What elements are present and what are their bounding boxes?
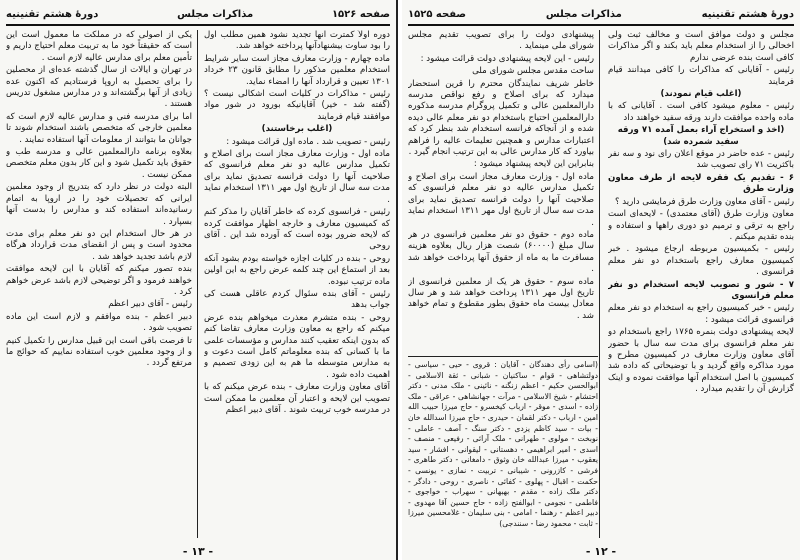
session-label: دورهٔ هشتم تقنینیه bbox=[701, 8, 794, 20]
paragraph: بنابراین این لایحه پیشنهاد میشود : bbox=[473, 159, 594, 170]
right-column-part-a bbox=[608, 30, 794, 172]
paragraph: روحی - بنده متشرم معذرت میخواهم بنده عرض میکنم که راجع به معاون وزارت معارف تقاضا کنم که بدون اینکه تعقیب کنند مدارس و مؤسسات علمی ما با کسانی که بنده معلوماتم کامل است دعوت و به مدارس متوسطه ما هم به این زودی تصمیم و اهمیت داده شود . bbox=[204, 312, 390, 380]
right-page-body bbox=[408, 30, 794, 538]
voters-names-text: (اسامی رأی دهندگان - آقایان : قروی - حیی - سیاسی - دولتشاهی - قوام - ساکنیان - شبانی - ثقة الاسلامی - ابوالحسن حکیم - اعظم زنگنه - نائینی - ملک مدنی - دکتر احتشام - شیخ الاسلامی - مرآت - جهانشاهی - عراقی - ملک زاده - اسدی - موقر - ارباب کیخسرو - حاج میرزا حبیب الله امین - ارباب - دکتر لقمان - حیدری - حاج میرزا اسدالله خان - بیات - سید کاظم یزدی - دکتر سنگ - آصف - عاملی - نوبخت - مولوی - طهرانی - ملک آرائی - رفیعی - منصف - اسدی - امیر ابراهیمی - دهستانی - لیقوانی - افشار - سید یعقوب - میرزا عبدالله خان وثوق - دامغانی - دکتر طاهری - فرشی - کازرونی - شیبانی - تربیت - نمازی - یونسی - حکمت - اقبال - پهلوی - کفائی - ناصری - روحی - دادگر - دکتر ملک زاده - مقدم - بهبهانی - سهراب - خواجوی - فاطمی - نجومی - ابوالفتح زاده - حاج حسین آقا مهدوی - دبیر اعظم - رهنما - امامی - بنی سلیمان - غلامحسین میرزا - ثابت - محمود رضا - سنندجی) bbox=[408, 360, 598, 528]
paragraph: رئیس - خبر کمیسیون راجع به استخدام دو نفر معلم فرانسوی قرائت میشود : bbox=[608, 303, 794, 325]
paragraph: رئیس - فرانسوی کرده که خاطر آقایان را مذکر کنم که کمیسیون معارف و خارجه اظهار موافقت کرده که لایحه ضرور بوده است که آورده شد این . آقای روحی bbox=[204, 207, 390, 252]
left-page bbox=[0, 0, 398, 560]
session-label: دورهٔ هشتم تقنینیه bbox=[6, 8, 99, 20]
paragraph: رئیس - آقایانی که مذاکرات را کافی میدانند قیام فرمایند bbox=[608, 65, 794, 87]
page-number-label: صفحه ۱۵۲۵ bbox=[408, 8, 467, 20]
paragraph: آقای معاون وزارت معارف - بنده عرض میکنم که با تصویب این لایحه و اعتبار آن معلمین ما ممکن است در مدرسه خوب تربیت شوند . آقای دبیر اعظم bbox=[204, 382, 390, 415]
paragraph: پیشنهادی دولت را برای تصویب تقدیم مجلس شورای ملی مینماید . bbox=[408, 30, 594, 52]
left-page-body bbox=[6, 30, 390, 538]
paragraph: رئیس - عده حاضر در موقع اعلان رای نود و سه نفر باکثریت ۷۱ رای تصویب شد bbox=[608, 149, 794, 171]
paragraph: یکی از اصولی که در مملکت ما معمول است این است که حقیقتاً خود ما به تربیت معلم احتیاج داریم و تأمین معلم برای مدارس عالیه لازم است . bbox=[6, 30, 192, 63]
paragraph: رئیس - آقای بنده سئوال کردم عاقلی هست کی جواب بدهد bbox=[204, 288, 390, 311]
paragraph: (اغلب برخاستند) bbox=[261, 124, 333, 135]
right-page-header bbox=[408, 4, 794, 26]
paragraph: معاون وزارت طرق (آقای معتمدی) - لایحه‌ای است راجع به ترقی و ترمیم دو دوری راهها و استفاده و بنده تقدیم میکنم . bbox=[608, 209, 794, 242]
right-page bbox=[402, 0, 800, 560]
paragraph: تا فرصت باقی است این قبیل مدارس را تکمیل کنیم و از وجود معلمین خوب استفاده نماییم که حوائج ما مرتفع گردد . bbox=[6, 335, 192, 369]
paragraph: در هر حال استخدام این دو نفر معلم برای مدت محدود است و پس از انقضای مدت قرارداد هرگاه لازم باشد تجدید خواهد شد . bbox=[6, 228, 192, 262]
paragraph: (اخذ و استخراج آراء بعمل آمده ۷۱ ورقه سفید شمرده شد) bbox=[617, 125, 785, 147]
paragraph: دبیر اعظم - بنده موافقم و لازم است این ماده تصویب شود . bbox=[6, 311, 192, 334]
paragraph: (اغلب قیام نمودند) bbox=[660, 89, 742, 100]
paragraph: لایحه پیشنهادی دولت بنمره ۱۷۶۵ راجع باستخدام دو نفر معلم فرانسوی برای مدت سه سال با حضور آقای معاون وزارت معارف در کمیسیون مطرح و مورد مذاکره واقع گردید و با توضیحاتی که داده شد کمیسیون با اصل استخدام آنها موافقت نموده و اینک گزارش آن را تقدیم میدارد . bbox=[608, 327, 794, 395]
left-page-left-column bbox=[6, 30, 192, 538]
paragraph: رئیس - تصویب شد . ماده اول قرائت میشود : bbox=[226, 136, 390, 147]
paragraph: دوره اولاً کمترت آنها تجدید نشود همین مطلب اول را بود ساوت بیشنهادآنها پرداخته خواهد شد. bbox=[204, 30, 390, 52]
paragraph: رئیس - مذاکرات در کلیات است اشکالی نیست ؟ (گفته شد - خیر) آقایانیکه بورود در شور مواد موافقند قیام فرمایند bbox=[204, 89, 390, 122]
section-heading-6: ۶ - تقدیم یک فقره لایحه از طرف معاون وزارت طرق bbox=[608, 172, 794, 195]
paragraph: البته دولت در نظر دارد که بتدریج از وجود معلمین ایرانی که تحصیلات خود را در اروپا به اتمام رسانیده‌اند استفاده کند و مدارس را بدست آنها بسپارد . bbox=[6, 182, 192, 227]
right-page-right-column bbox=[608, 30, 794, 538]
paragraph: ماده چهارم - وزارت معارف مجاز است سایر شرایط استخدام معلمین مذکور را مطابق قانون ۲۳ خرداد ۱۳۰۱ تعیین و قرارداد آنها را امضاء نماید. bbox=[204, 53, 390, 87]
right-column-part-c bbox=[608, 303, 794, 395]
left-page-right-column bbox=[204, 30, 390, 538]
paragraph: خاطر شریف نمایندگان محترم را قرین استحضار میدارد که برای اصلاح و رفع نواقص مدرسه دارالمعلمین عالی و تکمیل پروگرام مدرسه مذکوره دارالمعلمین احتیاج باستخدام دو نفر معلم عالی دیده شده و از آنجاکه فرانسه استخدام شد بنظر کرد که اعتبارات مدارس و همچنین تعلیمات عالیه را فراهم بیاورد که کار مدارس عالی به این ترتیب انجام گیرد . bbox=[408, 78, 594, 158]
paragraph: ماده دوم - حقوق دو نفر معلمین فرانسوی در هر سال مبلغ (۶۰۰۰۰) شصت هزار ریال بعلاوه هزینه مسافرت ما به ماه از حقوق آنها پرداخت خواهد شد . bbox=[408, 229, 594, 275]
paragraph: ساحت مقدس مجلس شورای ملی bbox=[472, 66, 594, 77]
paragraph: رئیس - آقای معاون وزارت طرق فرمایشی دارید ؟ bbox=[614, 196, 794, 207]
page-number-label: صفحه ۱۵۲۶ bbox=[331, 8, 390, 20]
right-page-footer-number: - ۱۲ - bbox=[585, 545, 617, 558]
right-column-part-b bbox=[608, 197, 794, 279]
paragraph: رئیس - معلوم میشود کافی است . آقایانی که با ماده واحده موافقت دارند ورقه سفید خواهند داد bbox=[608, 101, 794, 123]
column-divider bbox=[599, 30, 600, 538]
left-page-footer-number: - ۱۳ - bbox=[182, 545, 214, 558]
paragraph: ماده اول - وزارت معارف مجاز است برای اصلاح و تکمیل مدارس عالیه دو نفر معلم فرانسوی که صلاحیت آنها را دولت فرانسه تصدیق نماید برای مدت سه سال از تاریخ اول مهر ۱۳۱۱ استخدام نماید . bbox=[204, 149, 390, 205]
paragraph: اما برای مدرسه فنی و مدارس عالیه لازم است که معلمین خارجی که متخصص باشند استخدام شوند تا جوانان ما بتوانند از معلومات آنها استفاده نمایند . bbox=[6, 111, 192, 145]
paragraph: رئیس - آقای دبیر اعظم bbox=[108, 299, 192, 310]
paragraph: بنده تصور میکنم که آقایان با این لایحه موافقت خواهند فرمود و اگر توضیحی لازم باشد عرض خواهم کرد . bbox=[6, 264, 192, 297]
paragraph: رئیس - بکمیسیون مربوطه ارجاع میشود . خبر کمیسیون معارف راجع باستخدام دو نفر معلم فرانسوی . bbox=[608, 244, 794, 278]
column-divider bbox=[197, 30, 198, 538]
paragraph: بعلاوه برنامه دارالمعلمین عالی و مدرسه طب و حقوق باید تکمیل شود و این کار بدون معلم متخصص ممکن نیست . bbox=[6, 147, 192, 180]
paragraph: ماده اول - وزارت معارف مجاز است برای اصلاح و تکمیل مدارس عالیه دو نفر معلم فرانسوی که صلاحیت آنها را دولت فرانسه تصدیق نماید برای مدت سه سال از تاریخ اول مهر ۱۳۱۱ استخدام نماید . bbox=[408, 171, 594, 228]
section-heading-7: ۷ - شور و تصویب لایحه استخدام دو نفر معلم فرانسوی bbox=[608, 279, 794, 301]
paragraph: رئیس - این لایحه پیشنهادی دولت قرائت میشود : bbox=[420, 53, 594, 64]
right-page-left-column bbox=[408, 30, 594, 356]
paragraph: ماده سوم - حقوق هر یک از معلمین فرانسوی از تاریخ اول مهر ۱۳۱۱ پرداخت خواهد شد و هر سال معادل بیست ماه حقوق بطور مقطوع و تمام خواهد شد . bbox=[408, 276, 594, 321]
paragraph: روحی - بنده در کلیات اجازه خواسته بودم بشود آنکه بعد از استماع این چند کلمه عرض راجع به این اولین ماده ترتیب نبوده. bbox=[204, 253, 390, 287]
publication-title: مذاکرات مجلس bbox=[545, 8, 622, 20]
paragraph: در تهران و ایالات از سال گذشته عده‌ای از محصلین را برای تحصیل به اروپا فرستادیم که اکنون عده زیادی از آنها برگشته‌اند و در مدارس مشغول تدریس هستند . bbox=[6, 65, 192, 110]
publication-title: مذاکرات مجلس bbox=[177, 8, 254, 20]
left-page-header bbox=[6, 4, 390, 26]
voters-names-block bbox=[408, 356, 598, 538]
paragraph: مجلس و دولت موافق است و مخالف ثبت ولی اخحالی را از استخدام معلم باید بکند و اگر مذاکرات کافی است بنده عرضی ندارم bbox=[608, 30, 794, 63]
